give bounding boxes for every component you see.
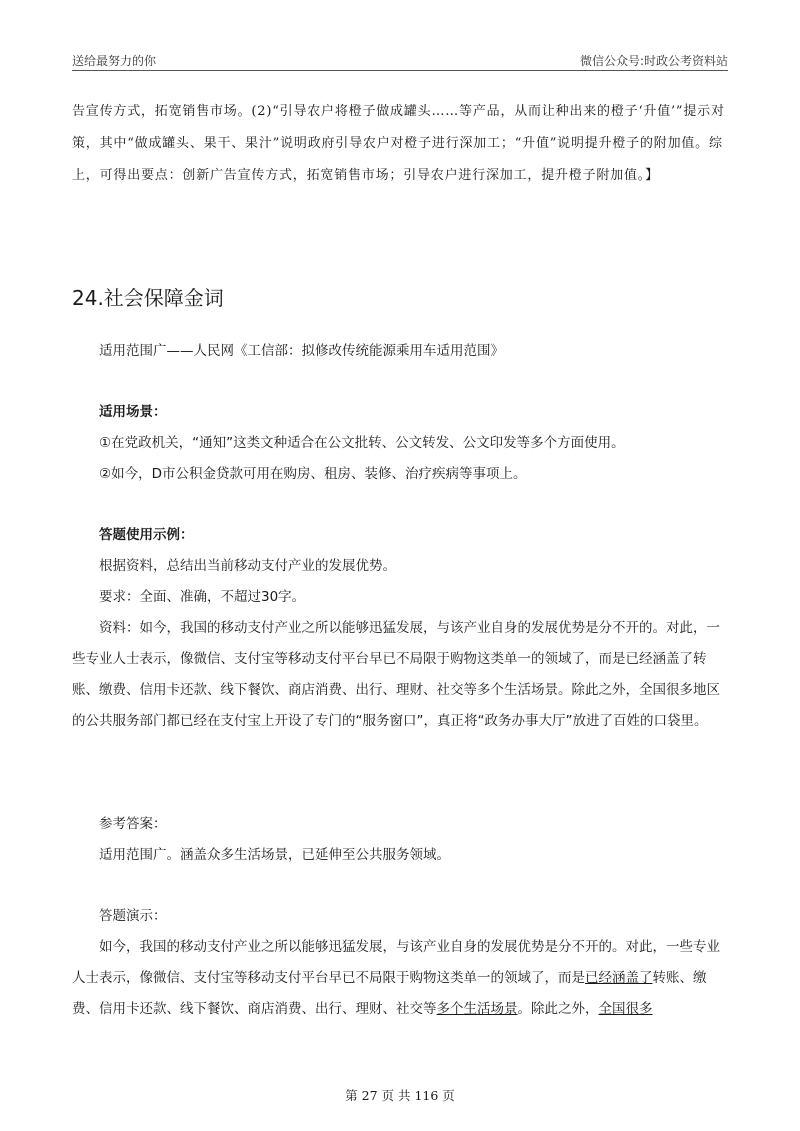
- header-wechat-account: 微信公众号:时政公考资料站: [579, 54, 728, 68]
- page-header: [72, 52, 728, 71]
- demo-text: 转账、缴费、信用卡还款、线下餐饮、商店消费、出行、理财、社交等: [72, 970, 707, 1017]
- answer-heading: 参考答案：: [99, 816, 167, 832]
- demo-section: [72, 901, 728, 1025]
- task-text: 根据资料，总结出当前移动支付产业的发展优势。: [99, 558, 396, 574]
- page-number: 第 27 页 共 116 页: [345, 1088, 455, 1103]
- scene-item: ②如今，D市公积金贷款可用在购房、租房、装修、治疗疾病等事项上。: [99, 466, 527, 482]
- example-section: [72, 520, 728, 737]
- demo-text: 如今，我国的移动支付产业之所以能够迅猛发展，与该产业自身的发展优势是分不开的。对此，一些专业人士表示，像微信、支付宝等移动支付平台早已不局限于购物这类单一的领域了，而是: [72, 939, 720, 986]
- answer-section: [72, 809, 728, 871]
- scene-item: ①在党政机关，“通知”这类文种适合在公文批转、公文转发、公文印发等多个方面使用。: [99, 435, 625, 451]
- section-title: 24.社会保障金词: [72, 286, 224, 310]
- demo-underlined-keyword: 多个生活场景: [436, 1001, 518, 1017]
- demo-text: 。除此之外，: [517, 1001, 599, 1017]
- source-text: 适用范围广——人民网《工信部：拟修改传统能源乘用车适用范围》: [99, 343, 504, 359]
- demo-underlined-keyword: 已经涵盖了: [585, 970, 653, 986]
- demo-heading: 答题演示：: [99, 908, 167, 924]
- answer-text: 适用范围广。涵盖众多生活场景，已延伸至公共服务领域。: [99, 847, 450, 863]
- header-slogan: 送给最努力的你: [72, 54, 157, 68]
- source-line: [72, 336, 728, 367]
- scenes-heading: 适用场景：: [99, 404, 167, 420]
- demo-paragraph: [72, 932, 728, 1025]
- example-heading: 答题使用示例：: [99, 527, 194, 543]
- material-text: 资料：如今，我国的移动支付产业之所以能够迅猛发展，与该产业自身的发展优势是分不开的。对此，一些专业人士表示，像微信、支付宝等移动支付平台早已不局限于购物这类单一的领域了，而是已经涵盖了转账、缴费、信用卡还款、线下餐饮、商店消费、出行、理财、社交等多个生活场景。除此之外，全国很多地区的公共服务部门都已经在支付宝上开设了专门的“服务窗口”，真正将“政务办事大厅”放进了百姓的口袋里。: [72, 620, 720, 729]
- requirement-text: 要求：全面、准确，不超过30字。: [99, 589, 306, 605]
- scenes-section: [72, 397, 728, 490]
- previous-answer-paragraph: 告宣传方式，拓宽销售市场。(2)“引导农户将橙子做成罐头……等产品，从而让种出来的橙子‘升值’”提示对策，其中“做成罐头、果干、果汁”说明政府引导农户对橙子进行深加工；“升值”说明提升橙子的附加值。综上，可得出要点：创新广告宣传方式，拓宽销售市场；引导农户进行深加工，提升橙子附加值。】: [72, 104, 725, 183]
- previous-answer-text: [72, 96, 728, 192]
- demo-underlined-keyword: 全国很多: [598, 1001, 653, 1017]
